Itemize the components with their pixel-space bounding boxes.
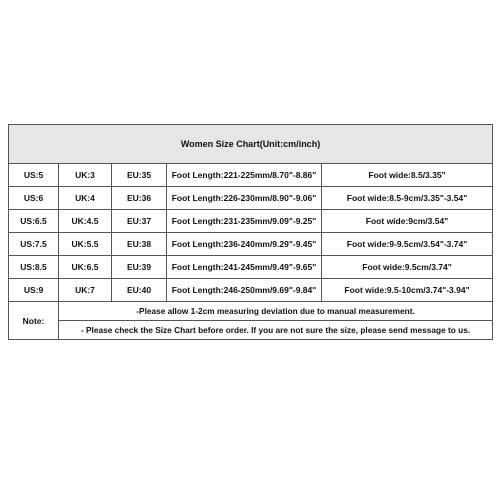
foot-wide-cell: Foot wide:9.5cm/3.74" bbox=[322, 256, 493, 279]
size-row bbox=[9, 164, 493, 187]
foot-length-cell: Foot Length:226-230mm/8.90"-9.06" bbox=[167, 187, 322, 210]
foot-length-cell: Foot Length:221-225mm/8.70"-8.86" bbox=[167, 164, 322, 187]
eu-size-cell: EU:39 bbox=[112, 256, 167, 279]
foot-wide-cell: Foot wide:8.5/3.35" bbox=[322, 164, 493, 187]
note-line: -Please allow 1-2cm measuring deviation due to manual measurement. bbox=[59, 302, 493, 321]
us-size-cell: US:7.5 bbox=[9, 233, 59, 256]
foot-length-cell: Foot Length:246-250mm/9.69"-9.84" bbox=[167, 279, 322, 302]
chart-title: Women Size Chart(Unit:cm/inch) bbox=[9, 125, 493, 164]
size-row bbox=[9, 210, 493, 233]
title-row bbox=[9, 125, 493, 164]
uk-size-cell: UK:4.5 bbox=[59, 210, 112, 233]
uk-size-cell: UK:3 bbox=[59, 164, 112, 187]
size-row bbox=[9, 256, 493, 279]
us-size-cell: US:6 bbox=[9, 187, 59, 210]
uk-size-cell: UK:5.5 bbox=[59, 233, 112, 256]
uk-size-cell: UK:4 bbox=[59, 187, 112, 210]
size-row bbox=[9, 187, 493, 210]
us-size-cell: US:6.5 bbox=[9, 210, 59, 233]
foot-wide-cell: Foot wide:9.5-10cm/3.74"-3.94" bbox=[322, 279, 493, 302]
foot-length-cell: Foot Length:241-245mm/9.49"-9.65" bbox=[167, 256, 322, 279]
note-row bbox=[9, 321, 493, 340]
size-chart-table bbox=[8, 124, 493, 340]
eu-size-cell: EU:38 bbox=[112, 233, 167, 256]
uk-size-cell: UK:7 bbox=[59, 279, 112, 302]
note-row bbox=[9, 302, 493, 321]
foot-length-cell: Foot Length:236-240mm/9.29"-9.45" bbox=[167, 233, 322, 256]
eu-size-cell: EU:36 bbox=[112, 187, 167, 210]
size-row bbox=[9, 233, 493, 256]
foot-wide-cell: Foot wide:8.5-9cm/3.35"-3.54" bbox=[322, 187, 493, 210]
us-size-cell: US:5 bbox=[9, 164, 59, 187]
us-size-cell: US:8.5 bbox=[9, 256, 59, 279]
foot-wide-cell: Foot wide:9-9.5cm/3.54"-3.74" bbox=[322, 233, 493, 256]
note-label: Note: bbox=[9, 302, 59, 340]
foot-wide-cell: Foot wide:9cm/3.54" bbox=[322, 210, 493, 233]
foot-length-cell: Foot Length:231-235mm/9.09"-9.25" bbox=[167, 210, 322, 233]
note-line: - Please check the Size Chart before order. If you are not sure the size, please send message to us. bbox=[59, 321, 493, 340]
eu-size-cell: EU:37 bbox=[112, 210, 167, 233]
us-size-cell: US:9 bbox=[9, 279, 59, 302]
uk-size-cell: UK:6.5 bbox=[59, 256, 112, 279]
size-row bbox=[9, 279, 493, 302]
eu-size-cell: EU:40 bbox=[112, 279, 167, 302]
eu-size-cell: EU:35 bbox=[112, 164, 167, 187]
